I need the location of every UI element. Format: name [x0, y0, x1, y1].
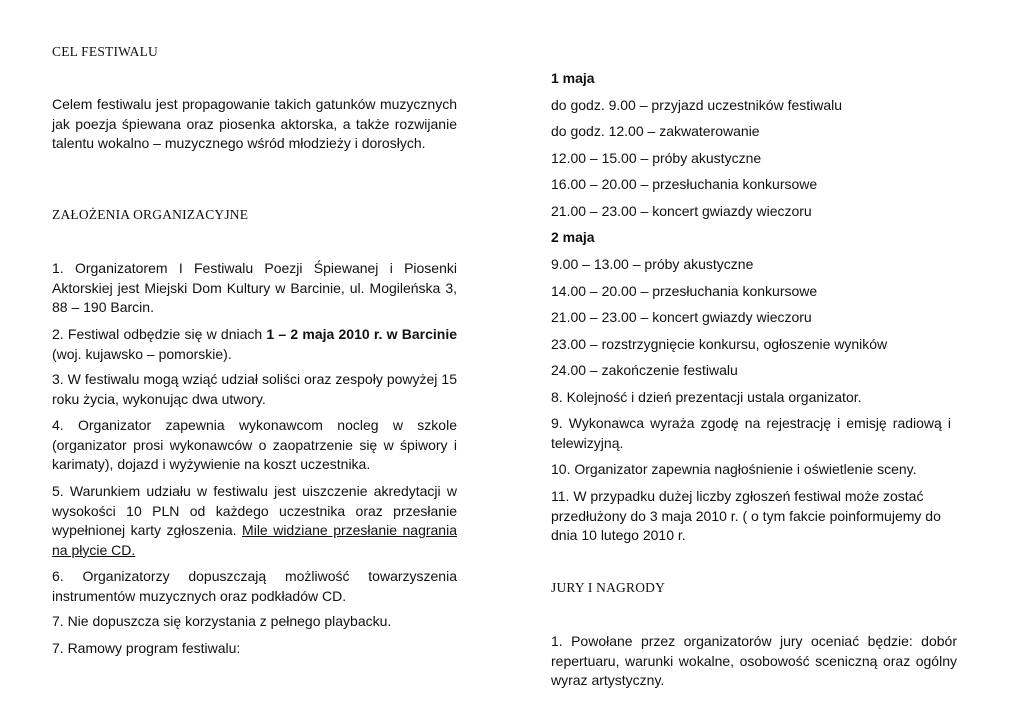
- rule-10: 10. Organizator zapewnia nagłośnienie i oświetlenie sceny.: [551, 461, 917, 477]
- rule-5-underlined: Mile widziane przesłanie nagrania na płycie CD.: [52, 522, 457, 558]
- cel-festiwalu-text: Celem festiwalu jest propagowanie takich gatunków muzycznych jak poezja śpiewana oraz piosenka aktorska, a także rozwijanie talentu wokalno – muzycznego wśród młodzieży i dorosłych.: [52, 96, 457, 151]
- rule-3: 3. W festiwalu mogą wziąć udział soliści oraz zespoły powyżej 15 roku życia, wykonując dwa utwory.: [52, 371, 457, 407]
- rule-2: [52, 325, 457, 364]
- rule-6: 6. Organizatorzy dopuszczają możliwość towarzyszenia instrumentów muzycznych oraz podkładów CD.: [52, 568, 457, 604]
- rule-7-program: 7. Ramowy program festiwalu:: [52, 640, 241, 656]
- rule-2-text-a: 2. Festiwal odbędzie się w dniach: [52, 326, 267, 342]
- schedule-item: do godz. 9.00 – przyjazd uczestników festiwalu: [551, 97, 843, 113]
- schedule-item: 21.00 – 23.00 – koncert gwiazdy wieczoru: [551, 309, 812, 325]
- zalozenia-heading: ZAŁOŻENIA ORGANIZACYJNE: [52, 207, 249, 222]
- schedule-item: do godz. 12.00 – zakwaterowanie: [551, 123, 760, 139]
- schedule-item: 14.00 – 20.00 – przesłuchania konkursowe: [551, 283, 818, 299]
- rule-1: 1. Organizatorem I Festiwalu Poezji Śpiewanej i Piosenki Aktorskiej jest Miejski Dom Kultury w Barcinie, ul. Mogileńska 3, 88 – 190 Barcin.: [52, 260, 457, 315]
- schedule-item: 21.00 – 23.00 – koncert gwiazdy wieczoru: [551, 203, 812, 219]
- schedule-item: 12.00 – 15.00 – próby akustyczne: [551, 150, 762, 166]
- rule-9: 9. Wykonawca wyraża zgodę na rejestrację i emisję radiową i telewizyjną.: [551, 415, 951, 451]
- rule-4: 4. Organizator zapewnia wykonawcom nocleg w szkole (organizator prosi wykonawców o zaopatrzenie się w śpiwory i karimaty), dojazd i wyżywienie na koszt uczestnika.: [52, 417, 457, 472]
- day-1-heading: 1 maja: [551, 70, 595, 86]
- rule-8: 8. Kolejność i dzień prezentacji ustala organizator.: [551, 389, 862, 405]
- schedule-item: 24.00 – zakończenie festiwalu: [551, 362, 738, 378]
- jury-rule-1: 1. Powołane przez organizatorów jury oceniać będzie: dobór repertuaru, warunki wokalne, osobowość sceniczną oraz ogólny wyraz artystyczny.: [551, 633, 957, 688]
- schedule-item: 9.00 – 13.00 – próby akustyczne: [551, 256, 754, 272]
- rule-7-playback: 7. Nie dopuszcza się korzystania z pełnego playbacku.: [52, 613, 392, 629]
- jury-heading: JURY I NAGRODY: [551, 580, 666, 595]
- rule-5-text: 5. Warunkiem udziału w festiwalu jest uiszczenie akredytacji w wysokości 10 PLN od każdego uczestnika oraz przesłanie wypełnionej karty zgłoszenia.: [52, 483, 457, 538]
- rule-11: 11. W przypadku dużej liczby zgłoszeń festiwal może zostać przedłużony do 3 maja 2010 r. ( o tym fakcie poinformujemy do dnia 10 lutego 2010 r.: [551, 488, 941, 543]
- rule-5: [52, 482, 457, 560]
- rule-2-text-b: (woj. kujawsko – pomorskie).: [52, 345, 232, 362]
- day-2-heading: 2 maja: [551, 229, 595, 245]
- schedule-item: 23.00 – rozstrzygnięcie konkursu, ogłoszenie wyników: [551, 336, 888, 352]
- rule-2-date-place: 1 – 2 maja 2010 r. w Barcinie: [266, 326, 457, 342]
- cel-festiwalu-heading: CEL FESTIWALU: [52, 44, 158, 59]
- schedule-item: 16.00 – 20.00 – przesłuchania konkursowe: [551, 176, 818, 192]
